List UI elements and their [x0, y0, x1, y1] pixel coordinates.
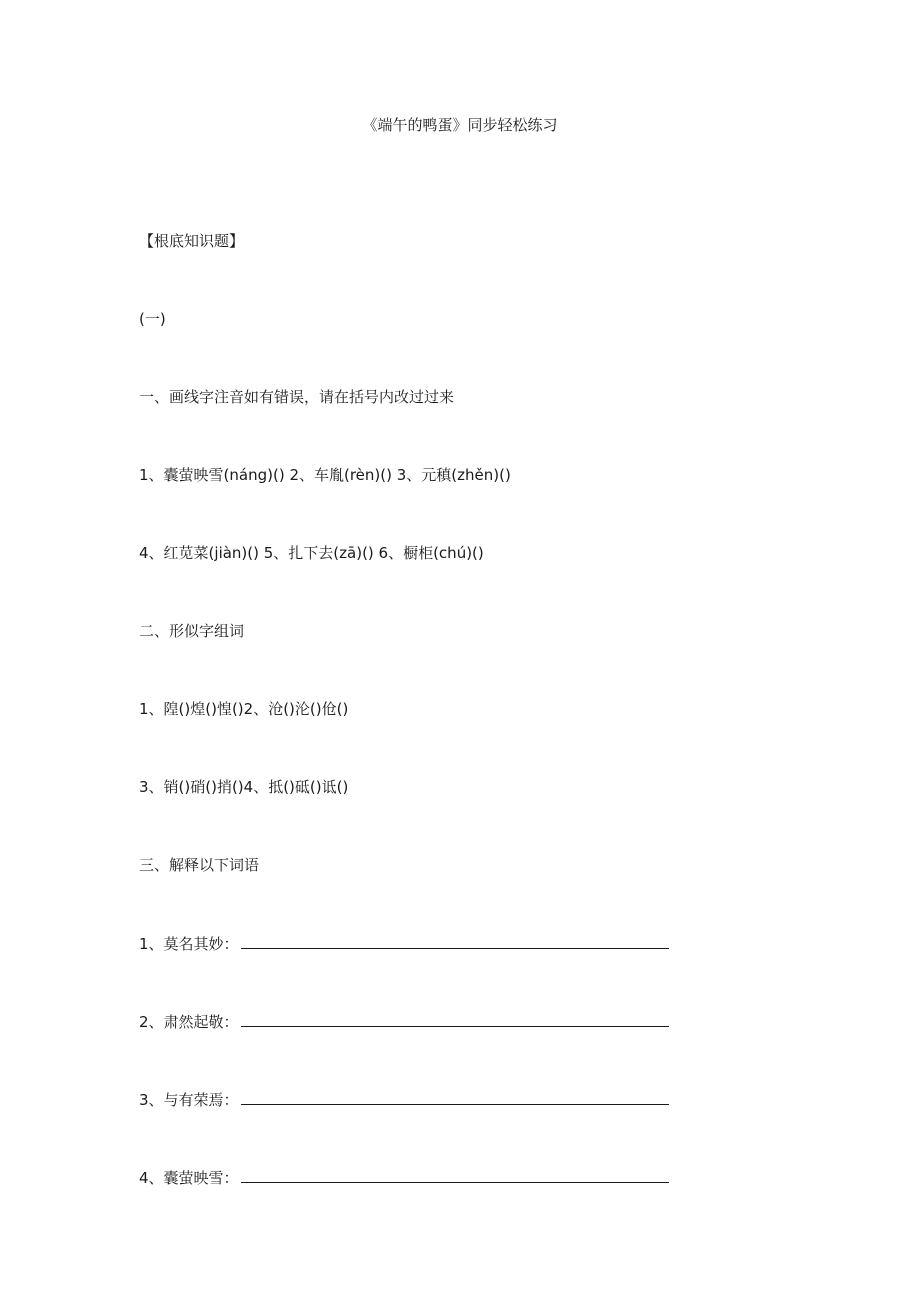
- definition-term: 2、肃然起敬：: [139, 1013, 239, 1031]
- definition-item: [139, 1011, 669, 1032]
- definition-item: [139, 933, 669, 954]
- question-2-line-2: 3、销()硝()捎()4、抵()砥()诋(): [139, 778, 349, 796]
- definition-term: 3、与有荣焉：: [139, 1091, 239, 1109]
- answer-blank[interactable]: [241, 1167, 669, 1183]
- answer-blank[interactable]: [241, 1089, 669, 1105]
- part-label: (一): [139, 310, 166, 328]
- section-heading: 【根底知识题】: [139, 232, 245, 250]
- answer-blank[interactable]: [241, 1011, 669, 1027]
- question-1-line-1: 1、囊萤映雪(náng)() 2、车胤(rèn)() 3、元稹(zhěn)(): [139, 466, 511, 484]
- question-2-line-1: 1、隍()煌()惶()2、沧()沦()伧(): [139, 700, 349, 718]
- page-title: 《端午的鸭蛋》同步轻松练习: [362, 116, 558, 134]
- definition-term: 1、莫名其妙：: [139, 935, 239, 953]
- definition-term: 4、囊萤映雪：: [139, 1169, 239, 1187]
- answer-blank[interactable]: [241, 933, 669, 949]
- definition-item: [139, 1089, 669, 1110]
- definition-item: [139, 1167, 669, 1188]
- question-2-instruction: 二、形似字组词: [139, 622, 245, 640]
- question-1-instruction: 一、画线字注音如有错误，请在括号内改过过来: [139, 388, 455, 406]
- question-1-line-2: 4、红苋菜(jiàn)() 5、扎下去(zā)() 6、橱柜(chú)(): [139, 544, 484, 562]
- question-3-instruction: 三、解释以下词语: [139, 856, 260, 874]
